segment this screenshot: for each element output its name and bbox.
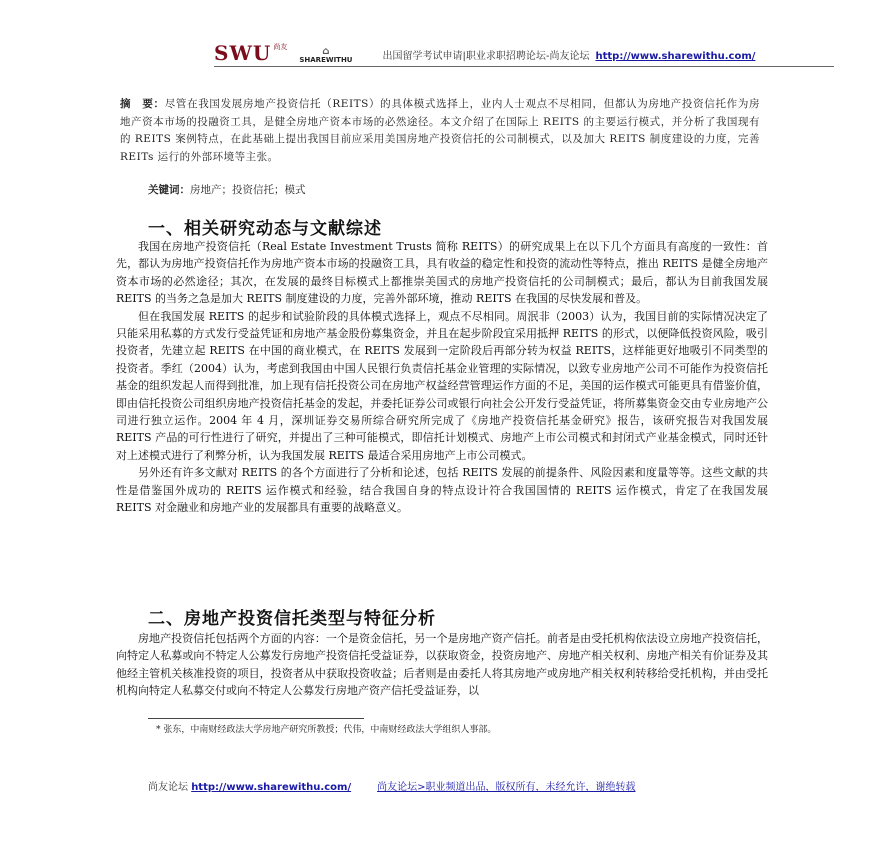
- section-1-body: [116, 238, 768, 517]
- sharewithu-mark-icon: ⌂: [322, 46, 330, 57]
- page-footer: [148, 778, 635, 793]
- keywords: [148, 182, 748, 198]
- header-link[interactable]: http://www.sharewithu.com/: [595, 51, 756, 62]
- page-header: [214, 40, 834, 64]
- keywords-text: 房地产；投资信托；模式: [190, 184, 306, 196]
- keywords-label: 关键词：: [148, 184, 190, 196]
- footer-link[interactable]: http://www.sharewithu.com/: [191, 782, 352, 793]
- sharewithu-logo-text: SHAREWITHU: [299, 56, 353, 64]
- swu-logo: SWU: [214, 41, 272, 65]
- footer-copyright-link[interactable]: 尚友论坛>职业频道出品，版权所有，未经允许，谢绝转载: [377, 782, 636, 793]
- section-2-body: [116, 630, 768, 700]
- section-2-paragraph: 房地产投资信托包括两个方面的内容：一个是资金信托，另一个是房地产资产信托。前者是由受托机构依法设立房地产投资信托，向特定人私募或向不特定人公募发行房地产投资信托受益证券，以获取资金，投资房地产、房地产相关权利、房地产相关有价证券及其他经主管机关核准投资的项目，投资者从中获取投资收益；后者则是由委托人将其房地产或房地产相关权利转移给受托机构，并由受托机构向特定人私募交付或向不特定人公募发行房地产资产信托受益证券，以: [116, 632, 768, 698]
- abstract-text: 尽管在我国发展房地产投资信托（REITS）的具体模式选择上，业内人士观点不尽相同，但都认为房地产投资信托作为房地产资本市场的投融资工具，是健全房地产资本市场的必然途径。本文介绍了在国际上 REITS 的主要运行模式，并分析了我国现有的 REITS 案例特点，在此基础上提出我国目前应采用美国房地产投资信托的公司制模式，以及加大 REITS 制度建设的力度，完善 REITs 运行的外部环境等主张。: [120, 98, 760, 163]
- footnote-divider: [148, 718, 364, 719]
- header-text: 出国留学考试申请|职业求职招聘论坛-尚友论坛: [382, 51, 590, 62]
- swu-logo-subtext: 尚友: [273, 43, 288, 51]
- header-divider: [214, 66, 834, 67]
- section-1-paragraph: 但在我国发展 REITS 的起步和试验阶段的具体模式选择上，观点不尽相同。周泯非（2003）认为，我国目前的实际情况决定了只能采用私募的方式发行受益凭证和房地产基金股份募集资金，并且在起步阶段宜采用抵押 REITS 的形式，以便降低投资风险，吸引投资者，先建立起 REITS 在中国的商业模式，在 REITS 发展到一定阶段后再部分转为权益 REITS，这样能更好地吸引不同类型的投资者。季红（2004）认为，考虑到我国由中国人民银行负责信托基金业管理的实际情况，以致专业房地产公司不可能作为投资信托基金的组织发起人而得到批准，加上现有信托投资公司在房地产权益经营管理运作方面的不足，美国的运作模式可能更具有借鉴价值，即由信托投资公司组织房地产投资信托基金的发起，并委托证券公司或银行向社会公开发行受益凭证，将所募集资金交由专业房地产公司进行独立运作。2004 年 4 月，深圳证券交易所综合研究所完成了《房地产投资信托基金研究》报告，该研究报告对我国发展 REITS 产品的可行性进行了研究，并提出了三种可能模式，即信托计划模式、房地产上市公司模式和封闭式产业基金模式，同时还针对上述模式进行了利弊分析，认为我国发展 REITS 最适合采用房地产上市公司模式。: [116, 309, 768, 462]
- section-2-title: 二、房地产投资信托类型与特征分析: [148, 609, 436, 629]
- sharewithu-logo: [299, 48, 352, 64]
- footnote: * 张东，中南财经政法大学房地产研究所教授；代伟，中南财经政法大学组织人事部。: [156, 725, 497, 735]
- section-1-paragraph: 另外还有许多文献对 REITS 的各个方面进行了分析和论述，包括 REITS 发展的前提条件、风险因素和度量等等。这些文献的共性是借鉴国外成功的 REITS 运作模式和经验，结合我国自身的特点设计符合我国国情的 REITS 运作模式，肯定了在我国发展 REITS 对金融业和房地产业的发展都具有重要的战略意义。: [116, 466, 768, 515]
- footer-prefix: 尚友论坛: [148, 782, 192, 793]
- abstract: [120, 96, 760, 166]
- section-1-title: 一、相关研究动态与文献综述: [148, 219, 382, 239]
- abstract-label: 摘 要：: [120, 98, 165, 110]
- section-1-paragraph: 我国在房地产投资信托（Real Estate Investment Trusts 简称 REITS）的研究成果上在以下几个方面具有高度的一致性：首先，都认为房地产投资信托作为房地产资本市场的投融资工具，具有收益的稳定性和投资的流动性等特点，推出 REITS 是健全房地产资本市场的必然途径；其次，在发展的最终目标模式上都推崇美国式的房地产投资信托的公司制模式；最后，都认为目前我国发展 REITS 的当务之急是加大 REITS 制度建设的力度，完善外部环境，推动 REITS 在我国的尽快发展和普及。: [116, 240, 768, 306]
